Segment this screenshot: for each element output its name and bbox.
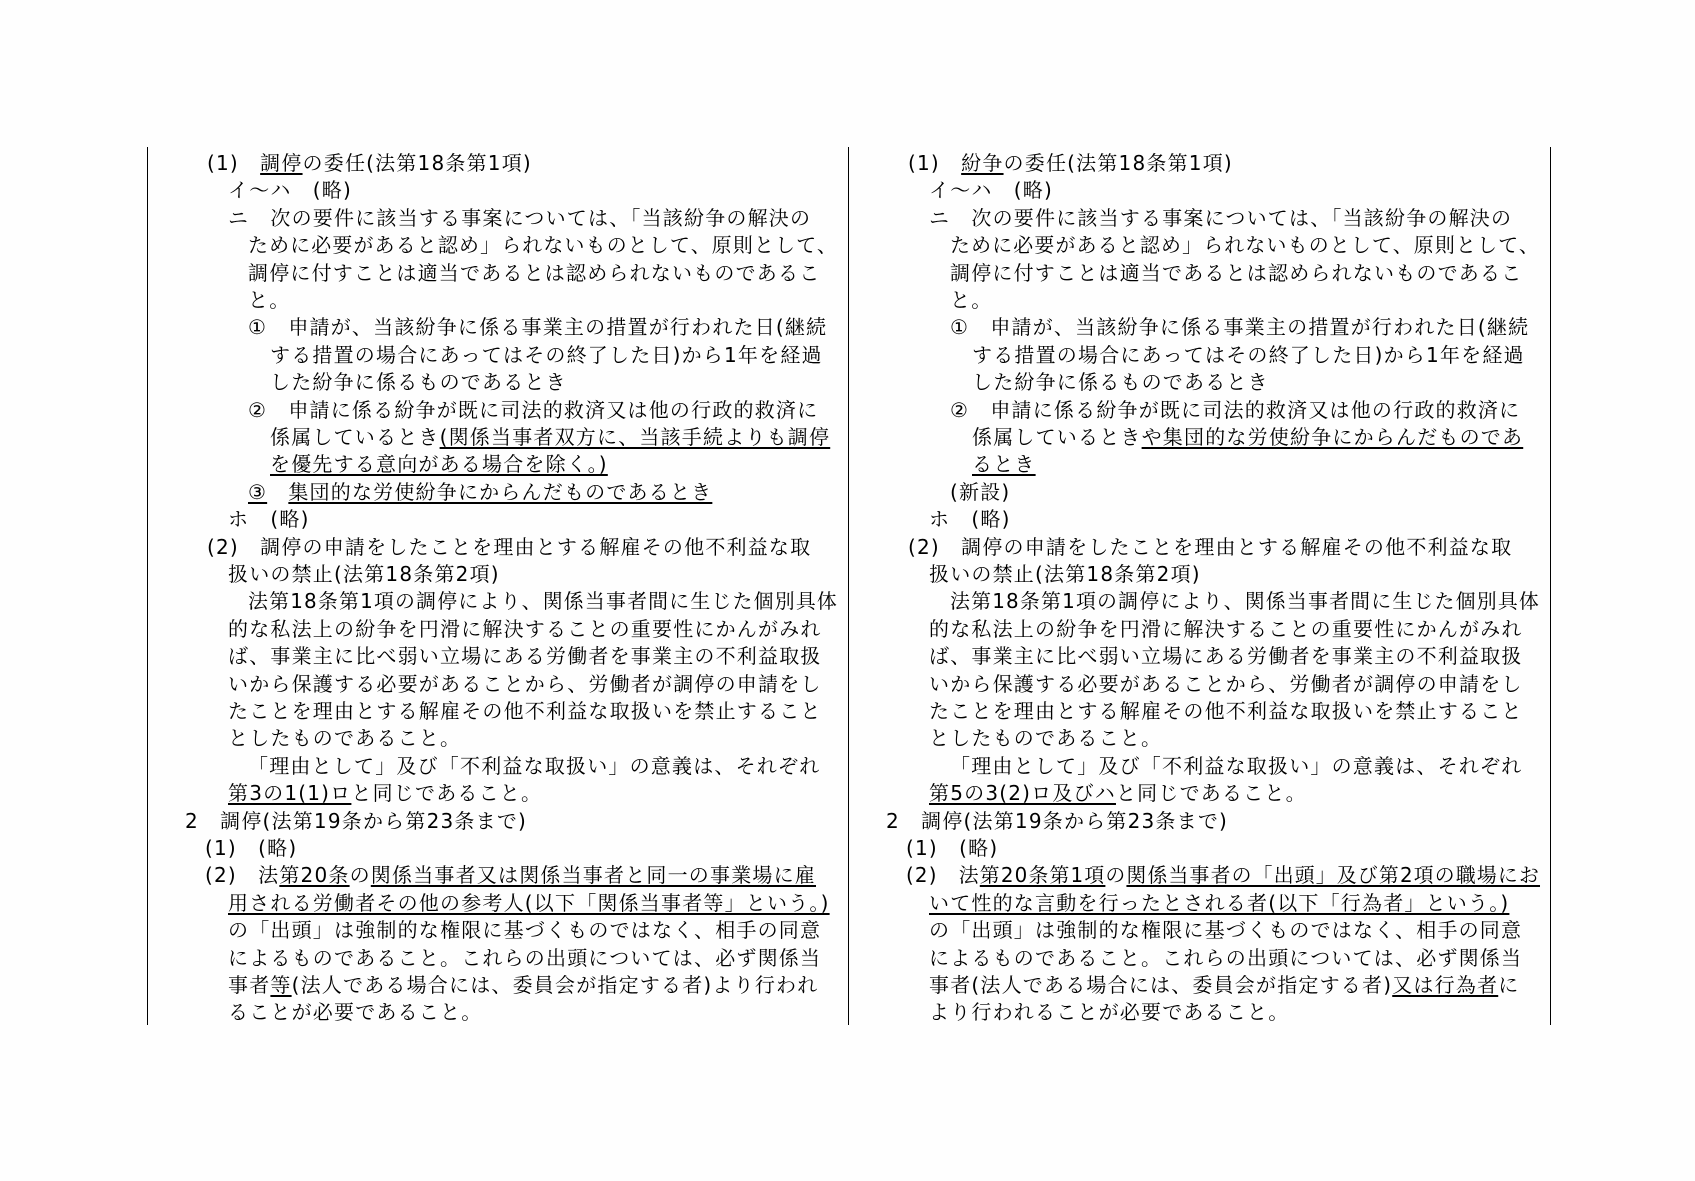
text-segment: ために必要があると認め」られないものとして、原則として、: [248, 233, 839, 257]
text-segment: 係属しているとき: [270, 425, 440, 449]
amended-text: るとき: [972, 452, 1036, 476]
text-segment: ニ 次の要件に該当する事案については、「当該紛争の解決の: [929, 206, 1513, 230]
text-line: [270, 369, 567, 395]
amended-text: 又は行為者: [1392, 973, 1499, 997]
amended-text: 調停: [260, 151, 303, 175]
text-line: [950, 479, 1010, 505]
text-line: [950, 588, 1540, 614]
text-line: [886, 808, 1228, 834]
text-line: [228, 972, 818, 998]
text-segment: ば、事業主に比べ弱い立場にある労働者を事業主の不利益取扱: [228, 644, 822, 668]
text-line: [929, 945, 1522, 971]
table-border-right: [1550, 147, 1551, 1025]
text-line: [908, 534, 1512, 560]
text-line: [270, 424, 830, 450]
text-line: [185, 808, 527, 834]
text-segment: いから保護する必要があることから、労働者が調停の申請をし: [929, 672, 1523, 696]
text-segment: いから保護する必要があることから、労働者が調停の申請をし: [228, 672, 822, 696]
text-segment: (法人である場合には、委員会が指定する者)より行われ: [291, 973, 819, 997]
amended-text: 第20条第1項: [979, 863, 1106, 887]
amended-text: いて性的な言動を行ったとされる者(以下「行為者」という。): [929, 891, 1510, 915]
text-line: [207, 534, 811, 560]
text-line: [248, 397, 818, 423]
amended-text: 関係当事者の「出頭」及び第2項の職場にお: [1126, 863, 1541, 887]
amended-text: 第5の3(2)ロ及びハ: [929, 781, 1116, 805]
text-segment: 的な私法上の紛争を円滑に解決することの重要性にかんがみれ: [228, 617, 822, 641]
text-line: [950, 314, 1529, 340]
text-segment: (新設): [950, 480, 1011, 504]
text-line: [228, 698, 822, 724]
text-line: [929, 643, 1523, 669]
amended-text: 用される労働者その他の参考人(以下「関係当事者等」という。): [228, 891, 830, 915]
text-line: [248, 287, 290, 313]
text-line: [228, 917, 821, 943]
text-segment: (1): [908, 151, 962, 175]
text-line: [950, 260, 1522, 286]
text-line: [270, 451, 608, 477]
text-segment: (1): [207, 151, 261, 175]
text-segment: イ～ハ (略): [929, 178, 1054, 202]
amended-text: や集団的な労使紛争にからんだものであ: [1141, 425, 1524, 449]
text-segment: (1) (略): [906, 836, 999, 860]
text-segment: としたものであること。: [929, 726, 1163, 750]
text-segment: 事者(法人である場合には、委員会が指定する者): [929, 973, 1393, 997]
text-line: [929, 616, 1523, 642]
text-line: [929, 917, 1522, 943]
text-line: [929, 506, 1011, 532]
text-segment: によるものであること。これらの出頭については、必ず関係当: [228, 946, 822, 970]
text-segment: ② 申請に係る紛争が既に司法的救済又は他の行政的救済に: [950, 398, 1521, 422]
text-segment: 調停に付すことは適当であるとは認められないものであるこ: [248, 261, 821, 285]
text-line: [929, 999, 1289, 1025]
text-segment: する措置の場合にあってはその終了した日)から1年を経過: [270, 343, 823, 367]
amended-text: 関係当事者又は関係当事者と同一の事業場に雇: [370, 863, 816, 887]
text-segment: の「出頭」は強制的な権限に基づくものではなく、相手の同意: [228, 918, 822, 942]
text-line: [929, 780, 1307, 806]
text-line: [929, 698, 1523, 724]
text-line: [228, 561, 500, 587]
text-segment: たことを理由とする解雇その他不利益な取扱いを禁止すること: [929, 699, 1523, 723]
text-segment: 扱いの禁止(法第18条第2項): [228, 562, 500, 586]
text-line: [228, 890, 830, 916]
text-line: [205, 862, 816, 888]
text-line: [270, 342, 823, 368]
text-line: [929, 725, 1162, 751]
text-line: [906, 862, 1540, 888]
text-segment: する措置の場合にあってはその終了した日)から1年を経過: [972, 343, 1525, 367]
text-segment: 調停に付すことは適当であるとは認められないものであるこ: [950, 261, 1523, 285]
text-line: [929, 561, 1201, 587]
text-line: [228, 205, 811, 231]
text-segment: ば、事業主に比べ弱い立場にある労働者を事業主の不利益取扱: [929, 644, 1523, 668]
text-line: [228, 999, 482, 1025]
text-line: [228, 725, 461, 751]
text-segment: の委任(法第18条第1項): [302, 151, 532, 175]
text-line: [929, 890, 1509, 916]
text-line: [228, 643, 822, 669]
amended-text: を優先する意向がある場合を除く。): [270, 452, 608, 476]
text-line: [248, 588, 838, 614]
text-segment: 係属しているとき: [972, 425, 1142, 449]
text-segment: の: [1105, 863, 1127, 887]
text-line: [929, 177, 1053, 203]
text-line: [950, 287, 992, 313]
text-line: [972, 369, 1269, 395]
text-segment: した紛争に係るものであるとき: [270, 370, 567, 394]
text-line: [929, 972, 1519, 998]
text-segment: ために必要があると認め」られないものとして、原則として、: [950, 233, 1541, 257]
text-segment: としたものであること。: [228, 726, 462, 750]
text-segment: ホ (略): [228, 507, 310, 531]
table-border-middle: [848, 147, 849, 1025]
text-line: [950, 232, 1540, 258]
text-line: [908, 150, 1233, 176]
text-line: [228, 616, 822, 642]
text-line: [205, 835, 297, 861]
text-segment: ① 申請が、当該紛争に係る事業主の措置が行われた日(継続: [950, 315, 1530, 339]
table-border-left: [147, 147, 148, 1025]
text-line: [950, 397, 1520, 423]
amended-text: 第20条: [279, 863, 350, 887]
text-line: [228, 945, 821, 971]
text-segment: (1) (略): [205, 836, 298, 860]
text-line: [248, 260, 820, 286]
amended-text: ③: [248, 480, 268, 504]
text-line: [972, 424, 1523, 450]
amended-text: 集団的な労使紛争にからんだものであるとき: [288, 480, 713, 504]
text-segment: ① 申請が、当該紛争に係る事業主の措置が行われた日(継続: [248, 315, 828, 339]
text-line: [228, 177, 352, 203]
text-segment: ② 申請に係る紛争が既に司法的救済又は他の行政的救済に: [248, 398, 819, 422]
text-segment: に: [1498, 973, 1520, 997]
text-segment: 事者: [228, 973, 271, 997]
text-segment: と同じであること。: [1115, 781, 1307, 805]
text-segment: の: [349, 863, 371, 887]
text-segment: 「理由として」及び「不利益な取扱い」の意義は、それぞれ: [950, 754, 1523, 778]
text-segment: した紛争に係るものであるとき: [972, 370, 1269, 394]
text-segment: [267, 480, 288, 504]
text-segment: ニ 次の要件に該当する事案については、「当該紛争の解決の: [228, 206, 812, 230]
amended-text: (関係当事者双方に、当該手続よりも調停: [439, 425, 831, 449]
text-segment: と。: [248, 288, 291, 312]
text-line: [950, 753, 1522, 779]
text-line: [228, 780, 542, 806]
text-segment: (2) 調停の申請をしたことを理由とする解雇その他不利益な取: [908, 535, 1513, 559]
text-segment: ホ (略): [929, 507, 1011, 531]
text-segment: の委任(法第18条第1項): [1003, 151, 1233, 175]
text-line: [248, 753, 820, 779]
amended-text: 等: [270, 973, 292, 997]
text-segment: と。: [950, 288, 993, 312]
text-segment: (2) 法: [205, 863, 280, 887]
text-segment: 法第18条第1項の調停により、関係当事者間に生じた個別具体: [950, 589, 1541, 613]
text-line: [929, 671, 1523, 697]
text-segment: 扱いの禁止(法第18条第2項): [929, 562, 1201, 586]
text-segment: ることが必要であること。: [228, 1000, 483, 1024]
text-line: [929, 205, 1512, 231]
text-line: [972, 342, 1525, 368]
text-segment: によるものであること。これらの出頭については、必ず関係当: [929, 946, 1523, 970]
text-line: [248, 232, 838, 258]
text-segment: と同じであること。: [351, 781, 543, 805]
text-line: [248, 479, 712, 505]
text-line: [972, 451, 1036, 477]
text-segment: 2 調停(法第19条から第23条まで): [185, 809, 528, 833]
text-line: [228, 506, 310, 532]
text-segment: (2) 法: [906, 863, 980, 887]
text-segment: たことを理由とする解雇その他不利益な取扱いを禁止すること: [228, 699, 822, 723]
text-segment: より行われることが必要であること。: [929, 1000, 1290, 1024]
text-segment: の「出頭」は強制的な権限に基づくものではなく、相手の同意: [929, 918, 1523, 942]
text-segment: 法第18条第1項の調停により、関係当事者間に生じた個別具体: [248, 589, 839, 613]
amended-text: 紛争: [961, 151, 1004, 175]
text-segment: イ～ハ (略): [228, 178, 353, 202]
amended-text: 第3の1(1)ロ: [228, 781, 352, 805]
text-segment: 2 調停(法第19条から第23条まで): [886, 809, 1229, 833]
text-segment: (2) 調停の申請をしたことを理由とする解雇その他不利益な取: [207, 535, 812, 559]
text-segment: 「理由として」及び「不利益な取扱い」の意義は、それぞれ: [248, 754, 821, 778]
text-line: [906, 835, 998, 861]
text-segment: 的な私法上の紛争を円滑に解決することの重要性にかんがみれ: [929, 617, 1523, 641]
text-line: [248, 314, 827, 340]
text-line: [228, 671, 822, 697]
text-line: [207, 150, 532, 176]
